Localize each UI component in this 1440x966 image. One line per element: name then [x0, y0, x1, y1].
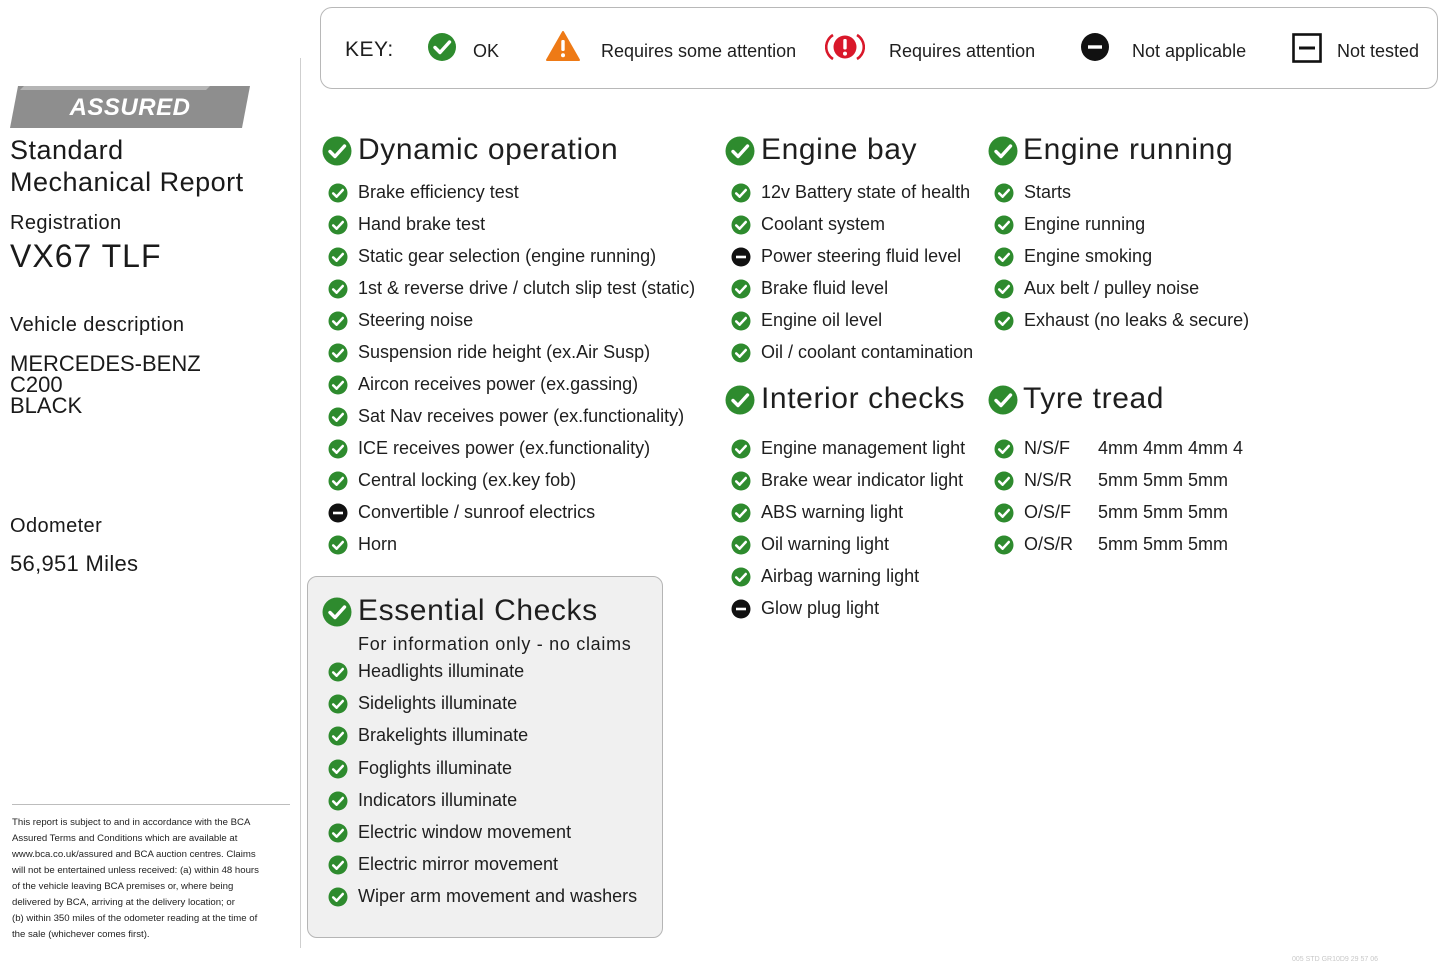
ok-check-icon [328, 535, 348, 555]
report-title-line2: Mechanical Report [10, 167, 244, 197]
engine-running-heading: Engine running [1023, 133, 1234, 166]
ok-check-icon [994, 471, 1014, 491]
not-tested-icon [1292, 33, 1322, 63]
tyre-tread-depths: 5mm 5mm 5mm [1098, 502, 1228, 522]
ok-check-icon [731, 183, 751, 203]
ok-check-icon [994, 215, 1014, 235]
tyre-tread-heading: Tyre tread [1023, 382, 1165, 415]
assured-badge [10, 86, 250, 128]
ok-check-icon [328, 407, 348, 427]
tyre-item-label: N/S/F [1024, 438, 1071, 458]
essential-checks-heading: Essential Checks [358, 594, 598, 627]
ok-check-icon [994, 247, 1014, 267]
tyre-tread-depths: 5mm 5mm 5mm [1098, 534, 1228, 554]
assured-badge-label: ASSURED [69, 94, 191, 121]
ok-check-icon [731, 535, 751, 555]
essential-item-label: Sidelights illuminate [358, 693, 518, 713]
report-title-line1: Standard [10, 135, 124, 165]
dynamic-item-label: Static gear selection (engine running) [358, 246, 657, 266]
registration-value: VX67 TLF [10, 238, 162, 274]
tyre-item-label: O/S/F [1024, 502, 1072, 522]
ok-check-icon [328, 215, 348, 235]
disclaimer-line: of the vehicle leaving BCA premises or, where being [12, 881, 234, 892]
ok-check-icon [328, 791, 348, 811]
not-applicable-icon [328, 503, 348, 523]
ok-check-icon [994, 503, 1014, 523]
dynamic-operation-heading: Dynamic operation [358, 133, 619, 166]
ok-check-icon [328, 343, 348, 363]
tyre-item-label: O/S/R [1024, 534, 1074, 554]
section-ok-check-icon [725, 385, 755, 415]
engine-bay-item-label: Coolant system [761, 214, 886, 234]
ok-check-icon [427, 32, 457, 62]
attention-exclamation-icon [825, 31, 865, 63]
engine-bay-item-label: Engine oil level [761, 310, 883, 330]
key-some-attention-label: Requires some attention [601, 41, 797, 61]
ok-check-icon [328, 439, 348, 459]
ok-check-icon [994, 311, 1014, 331]
not-applicable-icon [1080, 32, 1110, 62]
essential-checks-subtitle: For information only - no claims [358, 634, 632, 654]
engine-bay-item-label: Oil / coolant contamination [761, 342, 974, 362]
registration-label: Registration [10, 212, 122, 234]
ok-check-icon [328, 694, 348, 714]
footer-code: 005 STD GR10D9 29 57 06 [1292, 956, 1378, 963]
engine-running-item-label: Engine running [1024, 214, 1146, 234]
dynamic-item-label: Convertible / sunroof electrics [358, 502, 596, 522]
disclaimer-line: www.bca.co.uk/assured and BCA auction centres. Claims [12, 849, 256, 860]
dynamic-item-label: Hand brake test [358, 214, 486, 234]
essential-item-label: Brakelights illuminate [358, 725, 529, 745]
engine-bay-heading: Engine bay [761, 133, 918, 166]
key-not-tested-label: Not tested [1337, 41, 1420, 61]
ok-check-icon [731, 215, 751, 235]
essential-item-label: Electric window movement [358, 822, 572, 842]
disclaimer-line: (b) within 350 miles of the odometer reading at the time of [12, 913, 258, 924]
essential-item-label: Indicators illuminate [358, 790, 518, 810]
warning-triangle-icon [545, 30, 581, 62]
ok-check-icon [328, 375, 348, 395]
engine-running-item-label: Exhaust (no leaks & secure) [1024, 310, 1250, 330]
ok-check-icon [731, 279, 751, 299]
ok-check-icon [328, 471, 348, 491]
column-divider [300, 58, 301, 948]
engine-bay-item-label: 12v Battery state of health [761, 182, 971, 202]
ok-check-icon [994, 183, 1014, 203]
ok-check-icon [731, 567, 751, 587]
disclaimer-line: will not be entertained unless received: (a) within 48 hours [12, 865, 259, 876]
ok-check-icon [328, 855, 348, 875]
section-ok-check-icon [725, 136, 755, 166]
disclaimer-line: delivered by BCA, arriving at the delivery location; or [12, 897, 235, 908]
odometer-label: Odometer [10, 515, 103, 537]
essential-item-label: Wiper arm movement and washers [358, 886, 638, 906]
essential-checks-panel [307, 576, 663, 938]
essential-item-label: Foglights illuminate [358, 758, 513, 778]
disclaimer-line: This report is subject to and in accordance with the BCA [12, 817, 251, 828]
not-applicable-icon [731, 247, 751, 267]
ok-check-icon [731, 343, 751, 363]
interior-item-label: ABS warning light [761, 502, 904, 522]
tyre-item-label: N/S/R [1024, 470, 1073, 490]
ok-check-icon [328, 247, 348, 267]
ok-check-icon [328, 823, 348, 843]
ok-check-icon [994, 439, 1014, 459]
report-title [10, 134, 244, 198]
engine-bay-item-label: Power steering fluid level [761, 246, 962, 266]
ok-check-icon [328, 183, 348, 203]
disclaimer-line: Assured Terms and Conditions which are available at [12, 833, 238, 844]
essential-item-label: Headlights illuminate [358, 661, 525, 681]
key-ok-label: OK [473, 41, 500, 61]
key-label: KEY: [345, 38, 394, 61]
dynamic-item-label: Aircon receives power (ex.gassing) [358, 374, 639, 394]
ok-check-icon [731, 311, 751, 331]
interior-item-label: Glow plug light [761, 598, 880, 618]
odometer-value: 56,951 Miles [10, 551, 139, 576]
dynamic-item-label: Horn [358, 534, 398, 554]
ok-check-icon [731, 503, 751, 523]
interior-item-label: Engine management light [761, 438, 966, 458]
dynamic-item-label: Sat Nav receives power (ex.functionality) [358, 406, 685, 426]
dynamic-item-label: Steering noise [358, 310, 474, 330]
ok-check-icon [328, 726, 348, 746]
ok-check-icon [328, 279, 348, 299]
ok-check-icon [994, 535, 1014, 555]
dynamic-item-label: Brake efficiency test [358, 182, 519, 202]
interior-item-label: Airbag warning light [761, 566, 920, 586]
ok-check-icon [328, 662, 348, 682]
key-attention-label: Requires attention [889, 41, 1036, 61]
ok-check-icon [328, 887, 348, 907]
disclaimer-divider [12, 804, 290, 805]
engine-bay-item-label: Brake fluid level [761, 278, 889, 298]
ok-check-icon [328, 311, 348, 331]
ok-check-icon [731, 439, 751, 459]
engine-running-item-label: Engine smoking [1024, 246, 1153, 266]
vehicle-make: MERCEDES-BENZ [10, 351, 201, 376]
ok-check-icon [731, 471, 751, 491]
dynamic-item-label: 1st & reverse drive / clutch slip test (static) [358, 278, 696, 298]
disclaimer-line: the sale (whichever comes first). [12, 929, 150, 940]
vehicle-model: C200 [10, 372, 63, 397]
section-ok-check-icon [322, 597, 352, 627]
key-not-applicable-label: Not applicable [1132, 41, 1247, 61]
interior-item-label: Brake wear indicator light [761, 470, 964, 490]
disclaimer-text [12, 815, 296, 943]
interior-item-label: Oil warning light [761, 534, 890, 554]
interior-checks-heading: Interior checks [761, 382, 966, 415]
not-applicable-icon [731, 599, 751, 619]
essential-item-label: Electric mirror movement [358, 854, 559, 874]
dynamic-item-label: ICE receives power (ex.functionality) [358, 438, 651, 458]
engine-running-item-label: Starts [1024, 182, 1072, 202]
ok-check-icon [994, 279, 1014, 299]
ok-check-icon [328, 759, 348, 779]
engine-running-item-label: Aux belt / pulley noise [1024, 278, 1200, 298]
section-ok-check-icon [988, 385, 1018, 415]
tyre-tread-depths: 5mm 5mm 5mm [1098, 470, 1228, 490]
tyre-tread-depths: 4mm 4mm 4mm 4 [1098, 438, 1244, 458]
dynamic-item-label: Central locking (ex.key fob) [358, 470, 577, 490]
section-ok-check-icon [988, 136, 1018, 166]
vehicle-colour: BLACK [10, 393, 83, 418]
dynamic-item-label: Suspension ride height (ex.Air Susp) [358, 342, 651, 362]
vehicle-description-label: Vehicle description [10, 314, 185, 336]
section-ok-check-icon [322, 136, 352, 166]
